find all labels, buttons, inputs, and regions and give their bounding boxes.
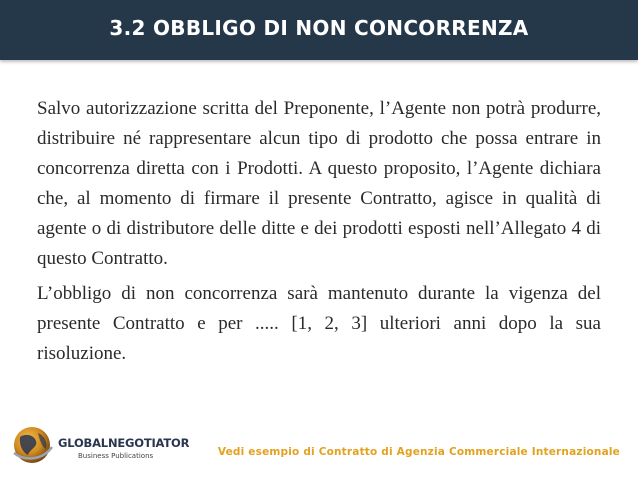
page-title: 3.2 OBBLIGO DI NON CONCORRENZA bbox=[109, 16, 529, 40]
globe-icon bbox=[10, 423, 54, 467]
paragraph-2: L’obbligo di non concorrenza sarà mantenuto durante la vigenza del presente Contratto e per ..... [1, 2, 3] ulteriori anni dopo la sua risoluzione. bbox=[37, 283, 601, 364]
body-text bbox=[37, 94, 601, 369]
logo-brand: GLOBALNEGOTIATOR bbox=[58, 436, 190, 450]
contract-example-link[interactable]: Vedi esempio di Contratto di Agenzia Commerciale Internazionale bbox=[217, 446, 620, 458]
logo-tagline: Business Publications bbox=[78, 452, 154, 460]
title-bar bbox=[0, 0, 638, 60]
globalnegotiator-logo bbox=[10, 423, 210, 468]
paragraph-1: Salvo autorizzazione scritta del Preponente, l’Agente non potrà produrre, distribuire né rappresentare alcun tipo di prodotto che possa entrare in concorrenza diretta con i Prodotti. A questo proposito, l’Agente dichiara che, al momento di firmare il presente Contratto, agisce in qualità di agente o di distributore delle ditte e dei prodotti esposti nell’Allegato 4 di questo Contratto. bbox=[37, 98, 601, 269]
